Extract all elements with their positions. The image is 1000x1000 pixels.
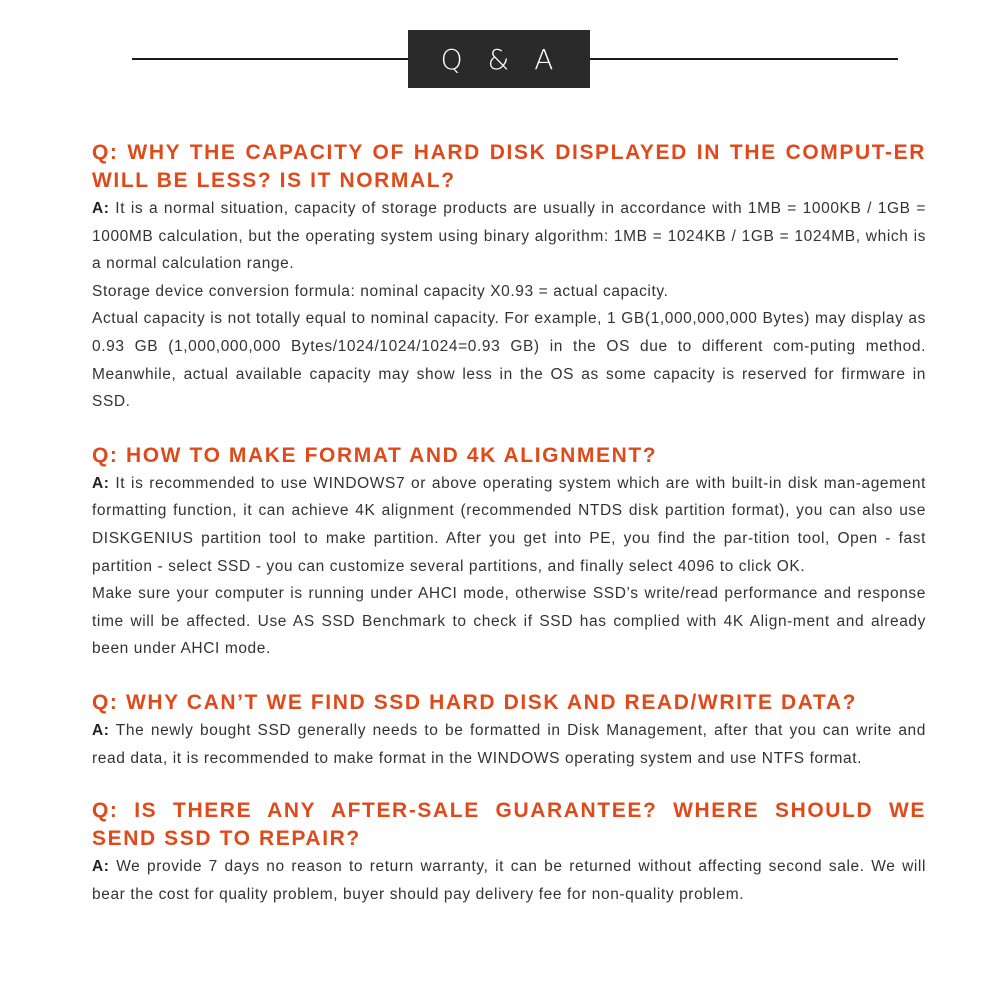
faq-item bbox=[92, 442, 926, 663]
answer-paragraph bbox=[92, 195, 926, 278]
header-divider-right bbox=[590, 58, 898, 60]
answer-text: The newly bought SSD generally needs to be formatted in Disk Management, after that you can write and read data, it is recommended to make format in the WINDOWS operating system and use NTFS format. bbox=[92, 721, 926, 767]
faq-answer bbox=[92, 470, 926, 663]
faq-question: Q: WHY THE CAPACITY OF HARD DISK DISPLAYED IN THE COMPUT-ER WILL BE LESS? IS IT NORMAL? bbox=[92, 141, 926, 192]
header-divider-left bbox=[132, 58, 410, 60]
faq-item bbox=[92, 139, 926, 416]
answer-paragraph bbox=[92, 717, 926, 772]
answer-paragraph bbox=[92, 853, 926, 908]
faq-question: Q: IS THERE ANY AFTER-SALE GUARANTEE? WHERE SHOULD WE SEND SSD TO REPAIR? bbox=[92, 799, 926, 851]
faq-item bbox=[92, 689, 926, 772]
answer-label: A: bbox=[92, 200, 110, 217]
answer-paragraph: Actual capacity is not totally equal to nominal capacity. For example, 1 GB(1,000,000,000 Bytes) may display as 0.93 GB (1,000,000,000 Bytes/1024/1024/1024=0.93 GB) in the OS due to different com-puting method. Meanwhile, actual available capacity may show less in the OS as some capacity is reserved for firmware in SSD. bbox=[92, 310, 926, 411]
header-title: Q & A bbox=[408, 30, 590, 88]
faq-list bbox=[92, 139, 926, 908]
answer-label: A: bbox=[92, 474, 110, 492]
answer-label: A: bbox=[92, 721, 110, 739]
faq-answer bbox=[92, 195, 926, 416]
section-header bbox=[0, 30, 1000, 88]
answer-paragraph: Make sure your computer is running under AHCI mode, otherwise SSD’s write/read performance and response time will be affected. Use AS SSD Benchmark to check if SSD has complied with 4K Align-ment and already been under AHCI mode. bbox=[92, 585, 926, 658]
answer-label: A: bbox=[92, 858, 110, 876]
answer-paragraph: Storage device conversion formula: nominal capacity X0.93 = actual capacity. bbox=[92, 282, 669, 300]
answer-paragraph bbox=[92, 470, 926, 580]
faq-question: Q: WHY CAN’T WE FIND SSD HARD DISK AND READ/WRITE DATA? bbox=[92, 690, 858, 714]
answer-text: We provide 7 days no reason to return warranty, it can be returned without affecting second sale. We will bear the cost for quality problem, buyer should pay delivery fee for non-quality problem. bbox=[92, 858, 926, 903]
faq-question: Q: HOW TO MAKE FORMAT AND 4K ALIGNMENT? bbox=[92, 443, 658, 467]
faq-answer bbox=[92, 853, 926, 908]
faq-item bbox=[92, 797, 926, 908]
faq-answer bbox=[92, 717, 926, 772]
answer-text: It is a normal situation, capacity of storage products are usually in accordance with 1MB = 1000KB / 1GB = 1000MB calculation, but the operating system using binary algorithm: 1MB = 1024KB / 1GB = 1024MB, which is a normal calculation range. bbox=[92, 200, 926, 273]
answer-text: It is recommended to use WINDOWS7 or above operating system which are with built-in disk man-agement formatting function, it can achieve 4K alignment (recommended NTDS disk partition format), you can also use DISKGENIUS partition tool to make partition. After you get into PE, you find the par-tition tool, Open - fast partition - select SSD - you can customize several partitions, and finally select 4096 to click OK. bbox=[92, 474, 926, 575]
